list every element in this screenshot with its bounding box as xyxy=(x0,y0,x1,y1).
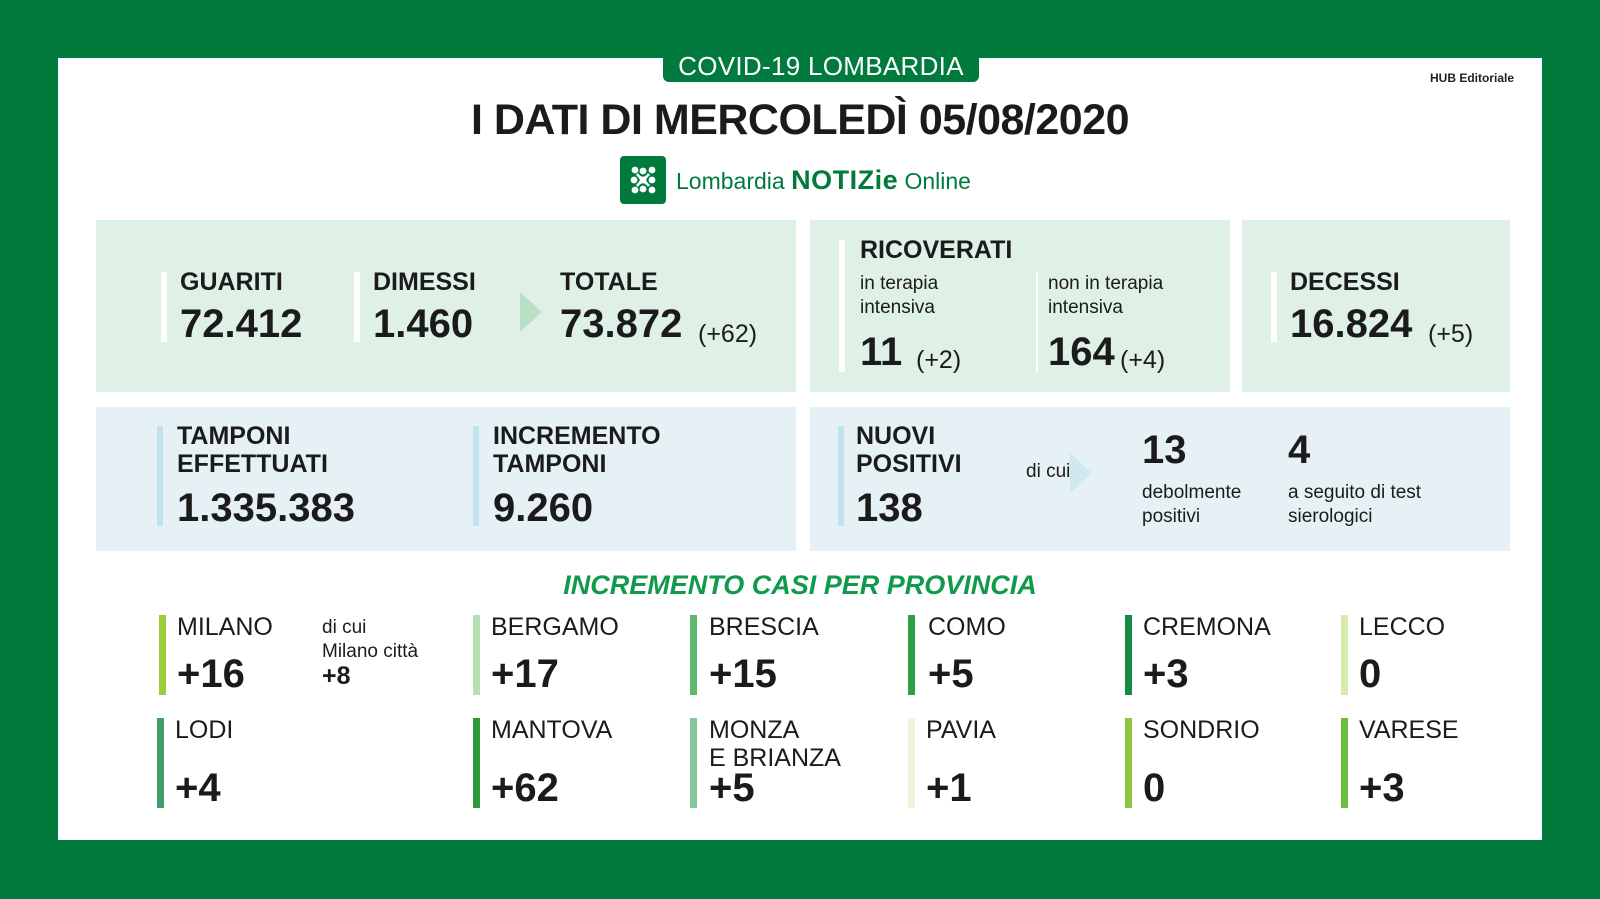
logo-notizie: NOTIZie xyxy=(791,164,899,195)
guariti-value: 72.412 xyxy=(180,302,303,346)
province-value: 0 xyxy=(1359,652,1382,696)
province-bar xyxy=(690,615,697,695)
guariti-bar xyxy=(161,272,167,342)
sierologici-label-2: sierologici xyxy=(1288,506,1373,527)
province-value: +62 xyxy=(491,766,559,810)
incremento-label-1: INCREMENTO xyxy=(493,422,661,450)
dimessi-label: DIMESSI xyxy=(373,268,476,296)
tamponi-bar xyxy=(157,426,163,526)
province-bar xyxy=(159,615,166,695)
tamponi-label-1: TAMPONI xyxy=(177,422,291,450)
province-name: CREMONA xyxy=(1143,613,1271,641)
rosa-camuna-icon xyxy=(620,156,666,204)
provinces-title: INCREMENTO CASI PER PROVINCIA xyxy=(563,570,1037,600)
province-bar xyxy=(473,615,480,695)
province-name-line2: E BRIANZA xyxy=(709,744,841,772)
province-value: +16 xyxy=(177,652,245,696)
lombardia-notizie-logo xyxy=(620,156,971,204)
province-name: MILANO xyxy=(177,613,273,641)
province-bar xyxy=(690,718,697,808)
province-name: MONZA xyxy=(709,716,800,744)
province-value: 0 xyxy=(1143,766,1166,810)
region-tag: COVID-19 LOMBARDIA xyxy=(663,50,979,82)
decessi-bar xyxy=(1271,272,1277,342)
province-bar xyxy=(157,718,164,808)
province-value: +3 xyxy=(1359,766,1405,810)
province-bar xyxy=(473,718,480,808)
province-bar xyxy=(908,718,915,808)
milano-note-value: +8 xyxy=(322,662,351,690)
guariti-label: GUARITI xyxy=(180,268,283,296)
milano-note-1: di cui xyxy=(322,617,367,638)
nuovi-label-1: NUOVI xyxy=(856,422,936,450)
logo-wordmark xyxy=(676,165,971,196)
province-name: VARESE xyxy=(1359,716,1459,744)
province-name: LODI xyxy=(175,716,234,744)
incremento-label-2: TAMPONI xyxy=(493,450,607,478)
page-title: I DATI DI MERCOLEDÌ 05/08/2020 xyxy=(470,96,1130,144)
intensiva-value: 11 xyxy=(860,330,903,374)
province-name: MANTOVA xyxy=(491,716,613,744)
sierologici-value: 4 xyxy=(1288,428,1311,472)
decessi-label: DECESSI xyxy=(1290,268,1400,296)
province-bar xyxy=(1341,718,1348,808)
ricoverati-label: RICOVERATI xyxy=(860,236,1013,264)
di-cui-label: di cui xyxy=(1026,461,1071,482)
province-bar xyxy=(1341,615,1348,695)
arrow-icon-2 xyxy=(1070,453,1092,493)
province-bar xyxy=(908,615,915,695)
tamponi-value: 1.335.383 xyxy=(177,486,355,530)
totale-value: 73.872 xyxy=(560,302,683,346)
deboli-value: 13 xyxy=(1142,428,1187,472)
intensiva-label-1: in terapia xyxy=(860,273,939,294)
sierologici-label-1: a seguito di test xyxy=(1288,482,1422,503)
province-value: +15 xyxy=(709,652,777,696)
nuovi-label-2: POSITIVI xyxy=(856,450,962,478)
incremento-value: 9.260 xyxy=(493,486,594,530)
province-value: +5 xyxy=(709,766,755,810)
non-intensiva-label-2: intensiva xyxy=(1048,297,1123,318)
non-intensiva-delta: (+4) xyxy=(1120,346,1166,374)
province-name: SONDRIO xyxy=(1143,716,1260,744)
logo-online: Online xyxy=(904,167,971,194)
deboli-label-1: debolmente xyxy=(1142,482,1242,503)
province-bar xyxy=(1125,718,1132,808)
province-name: BERGAMO xyxy=(491,613,619,641)
province-value: +17 xyxy=(491,652,559,696)
province-value: +5 xyxy=(928,652,974,696)
tamponi-label-2: EFFETTUATI xyxy=(177,450,328,478)
totale-delta: (+62) xyxy=(698,320,758,348)
province-name: COMO xyxy=(928,613,1006,641)
province-value: +1 xyxy=(926,766,972,810)
incremento-bar xyxy=(473,426,479,526)
province-bar xyxy=(1125,615,1132,695)
province-name: LECCO xyxy=(1359,613,1446,641)
province-name: BRESCIA xyxy=(709,613,819,641)
dimessi-bar xyxy=(354,272,360,342)
ricoverati-bar xyxy=(839,240,845,372)
decessi-delta: (+5) xyxy=(1428,320,1474,348)
logo-lombardia: Lombardia xyxy=(676,167,785,194)
intensiva-delta: (+2) xyxy=(916,346,962,374)
decessi-value: 16.824 xyxy=(1290,302,1413,346)
publisher-label: HUB Editoriale xyxy=(1429,71,1514,85)
arrow-icon xyxy=(520,292,542,332)
nuovi-bar xyxy=(838,426,844,526)
non-intensiva-label-1: non in terapia xyxy=(1048,273,1164,294)
intensiva-label-2: intensiva xyxy=(860,297,935,318)
province-name: PAVIA xyxy=(926,716,996,744)
milano-note-2: Milano città xyxy=(322,641,419,662)
province-value: +3 xyxy=(1143,652,1189,696)
deboli-label-2: positivi xyxy=(1142,506,1201,527)
dimessi-value: 1.460 xyxy=(373,302,474,346)
non-intensiva-bar xyxy=(1036,272,1038,372)
non-intensiva-value: 164 xyxy=(1048,330,1115,374)
province-value: +4 xyxy=(175,766,221,810)
totale-label: TOTALE xyxy=(560,268,658,296)
nuovi-value: 138 xyxy=(856,486,923,530)
